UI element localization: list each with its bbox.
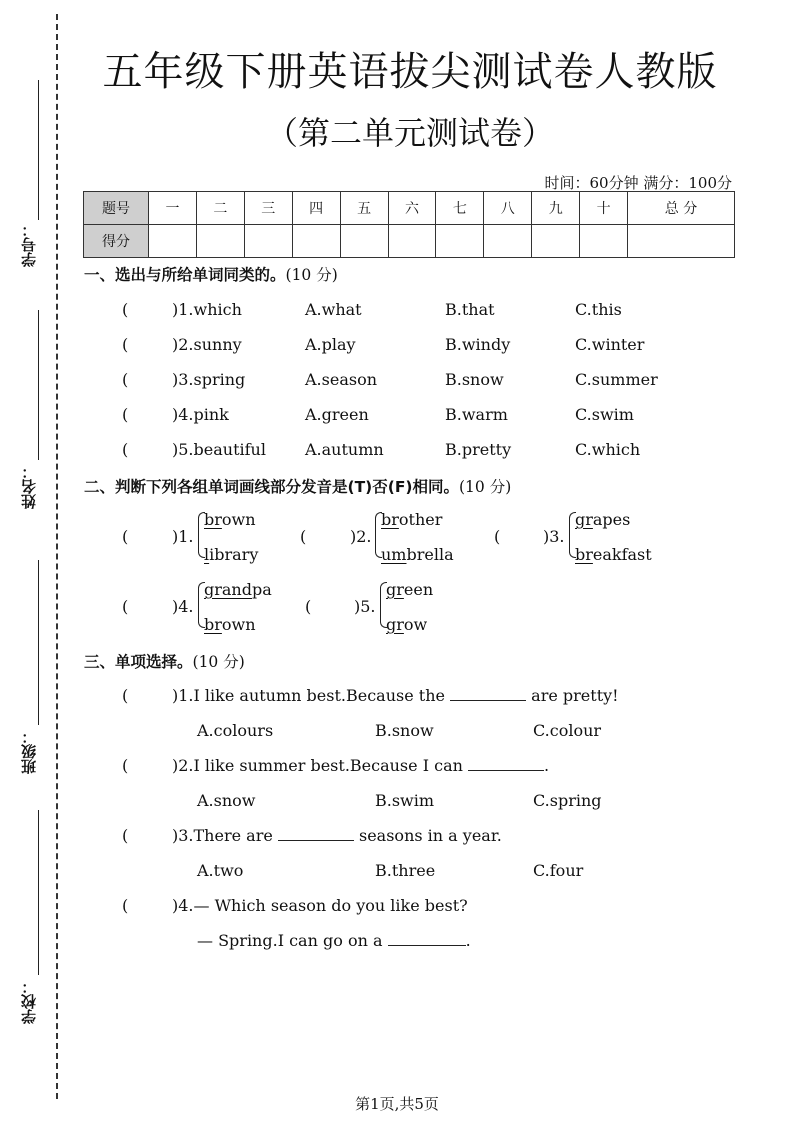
question-stem: )5.beautiful <box>172 440 266 459</box>
question-stem: )3.spring <box>172 370 246 389</box>
class-field <box>18 560 48 775</box>
underlined-part: l <box>204 545 210 564</box>
section2-points: (10 分) <box>459 478 512 496</box>
answer-blank[interactable] <box>388 931 466 946</box>
answer-blank[interactable] <box>450 686 526 701</box>
question-stem: )2.sunny <box>172 335 242 354</box>
word-rest: eakfast <box>592 545 652 564</box>
answer-paren[interactable]: ( <box>122 370 129 389</box>
binding-dashed-line <box>56 14 58 1099</box>
answer-paren[interactable]: ( <box>122 686 129 705</box>
answer-paren[interactable]: ( <box>122 405 129 424</box>
answer-paren[interactable]: ( <box>122 440 129 459</box>
word-rest: own <box>221 615 256 634</box>
item-number: )3. <box>543 527 565 546</box>
score-cell[interactable] <box>292 225 340 258</box>
option-b: B.snow <box>375 721 434 740</box>
school-label: 学校： <box>20 979 38 1025</box>
time-info: 时间：60分钟 满分：100分 <box>544 174 732 192</box>
score-cell[interactable] <box>628 225 735 258</box>
stem-before: )2.I like summer best.Because I can <box>172 756 463 775</box>
score-table-row1-label: 题号 <box>84 192 149 225</box>
score-cell[interactable] <box>484 225 532 258</box>
word-1 <box>386 580 433 599</box>
answer-paren[interactable]: ( <box>494 527 501 546</box>
score-table-col: 八 <box>484 192 532 225</box>
answer-paren[interactable]: ( <box>122 335 129 354</box>
word-rest: een <box>403 580 434 599</box>
option-b: B.three <box>375 861 436 880</box>
word-1 <box>204 510 256 529</box>
word-rest: ibrary <box>209 545 259 564</box>
score-table-col: 三 <box>244 192 292 225</box>
option-c: C.spring <box>533 791 602 810</box>
answer-blank[interactable] <box>468 756 544 771</box>
word-rest: pa <box>251 580 272 599</box>
student-number-line <box>38 80 39 220</box>
score-cell[interactable] <box>196 225 244 258</box>
option-c: C.this <box>575 300 622 319</box>
option-a: A.what <box>305 300 362 319</box>
option-c: C.four <box>533 861 584 880</box>
option-c: C.swim <box>575 405 634 424</box>
score-table-col: 二 <box>196 192 244 225</box>
word-2 <box>386 615 427 634</box>
name-field <box>18 310 48 510</box>
section2-title-text: 二、判断下列各组单词画线部分发音是(T)否(F)相同。 <box>84 478 459 496</box>
option-b: B.pretty <box>445 440 512 459</box>
underlined-part: um <box>381 545 407 564</box>
item-number: )5. <box>354 597 376 616</box>
answer-paren[interactable]: ( <box>122 756 129 775</box>
answer-paren[interactable]: ( <box>122 597 129 616</box>
student-number-field <box>18 80 48 270</box>
score-table-score-row <box>84 225 735 258</box>
section3-title <box>84 650 245 672</box>
score-cell[interactable] <box>580 225 628 258</box>
score-cell[interactable] <box>340 225 388 258</box>
option-c: C.colour <box>533 721 602 740</box>
item-number: )1. <box>172 527 194 546</box>
score-cell[interactable] <box>149 225 197 258</box>
score-table <box>83 191 735 258</box>
underlined-part: br <box>381 510 399 529</box>
underlined-part: gr <box>386 615 404 634</box>
option-c: C.summer <box>575 370 658 389</box>
section3-points: (10 分) <box>192 653 245 671</box>
score-table-col: 九 <box>532 192 580 225</box>
answer-paren[interactable]: ( <box>122 826 129 845</box>
underlined-part: gr <box>575 510 593 529</box>
page-subtitle: （第二单元测试卷） <box>265 114 554 152</box>
option-b: B.that <box>445 300 495 319</box>
underlined-part: br <box>204 510 222 529</box>
word-2 <box>381 545 454 564</box>
student-number-label: 学号： <box>20 222 38 268</box>
answer-paren[interactable]: ( <box>122 527 129 546</box>
question-stem <box>172 826 502 845</box>
answer-paren[interactable]: ( <box>305 597 312 616</box>
option-a: A.green <box>305 405 369 424</box>
score-cell[interactable] <box>244 225 292 258</box>
word-1 <box>204 580 272 599</box>
class-label: 班级： <box>20 729 38 775</box>
score-table-col: 十 <box>580 192 628 225</box>
question-stem: )4.— Which season do you like best? <box>172 896 468 915</box>
question-stem: )1.which <box>172 300 242 319</box>
question-response <box>197 931 471 950</box>
option-c: C.which <box>575 440 641 459</box>
option-a: A.autumn <box>305 440 384 459</box>
word-rest: apes <box>592 510 631 529</box>
underlined-part: grand <box>204 580 252 599</box>
answer-blank[interactable] <box>278 826 354 841</box>
underlined-part: br <box>204 615 222 634</box>
option-a: A.snow <box>197 791 256 810</box>
score-table-col: 四 <box>292 192 340 225</box>
section1-points: (10 分) <box>285 266 338 284</box>
stem-before: )3.There are <box>172 826 273 845</box>
option-b: B.swim <box>375 791 435 810</box>
word-2 <box>204 615 256 634</box>
option-a: A.colours <box>197 721 274 740</box>
name-line <box>38 310 39 460</box>
score-table-row2-label: 得分 <box>84 225 149 258</box>
word-rest: own <box>221 510 256 529</box>
score-table-col: 六 <box>388 192 436 225</box>
score-table-col: 七 <box>436 192 484 225</box>
stem-after: are pretty! <box>531 686 619 705</box>
section3-title-text: 三、单项选择。 <box>84 653 193 671</box>
score-cell[interactable] <box>388 225 436 258</box>
stem-after: . <box>544 756 550 775</box>
page-footer: 第1页,共5页 <box>355 1095 439 1113</box>
score-table-header-row <box>84 192 735 225</box>
section2-title <box>84 475 511 497</box>
underlined-part: br <box>575 545 593 564</box>
name-label: 姓名： <box>20 464 38 510</box>
stem-before: — Spring.I can go on a <box>197 931 383 950</box>
word-1 <box>575 510 630 529</box>
question-stem: )4.pink <box>172 405 229 424</box>
word-rest: ow <box>403 615 428 634</box>
score-table-col: 总 分 <box>628 192 735 225</box>
section1-title <box>84 263 338 285</box>
score-cell[interactable] <box>532 225 580 258</box>
option-b: B.windy <box>445 335 511 354</box>
answer-paren[interactable]: ( <box>122 896 129 915</box>
class-line <box>38 560 39 725</box>
option-a: A.season <box>305 370 378 389</box>
word-2 <box>575 545 652 564</box>
underlined-part: gr <box>386 580 404 599</box>
option-b: B.warm <box>445 405 508 424</box>
answer-paren[interactable]: ( <box>122 300 129 319</box>
option-a: A.play <box>305 335 356 354</box>
score-table-col: 五 <box>340 192 388 225</box>
item-number: )2. <box>350 527 372 546</box>
option-a: A.two <box>197 861 244 880</box>
option-b: B.snow <box>445 370 504 389</box>
question-stem <box>172 756 549 775</box>
section1-title-text: 一、选出与所给单词同类的。 <box>84 266 286 284</box>
word-rest: other <box>398 510 443 529</box>
answer-paren[interactable]: ( <box>300 527 307 546</box>
word-2 <box>204 545 258 564</box>
word-1 <box>381 510 442 529</box>
stem-after: seasons in a year. <box>359 826 502 845</box>
option-c: C.winter <box>575 335 645 354</box>
stem-before: )1.I like autumn best.Because the <box>172 686 445 705</box>
score-cell[interactable] <box>436 225 484 258</box>
question-stem <box>172 686 619 705</box>
school-line <box>38 810 39 975</box>
stem-after: . <box>465 931 471 950</box>
score-table-col: 一 <box>149 192 197 225</box>
item-number: )4. <box>172 597 194 616</box>
word-rest: brella <box>406 545 454 564</box>
page-title: 五年级下册英语拔尖测试卷人教版 <box>102 49 718 95</box>
school-field <box>18 810 48 1025</box>
